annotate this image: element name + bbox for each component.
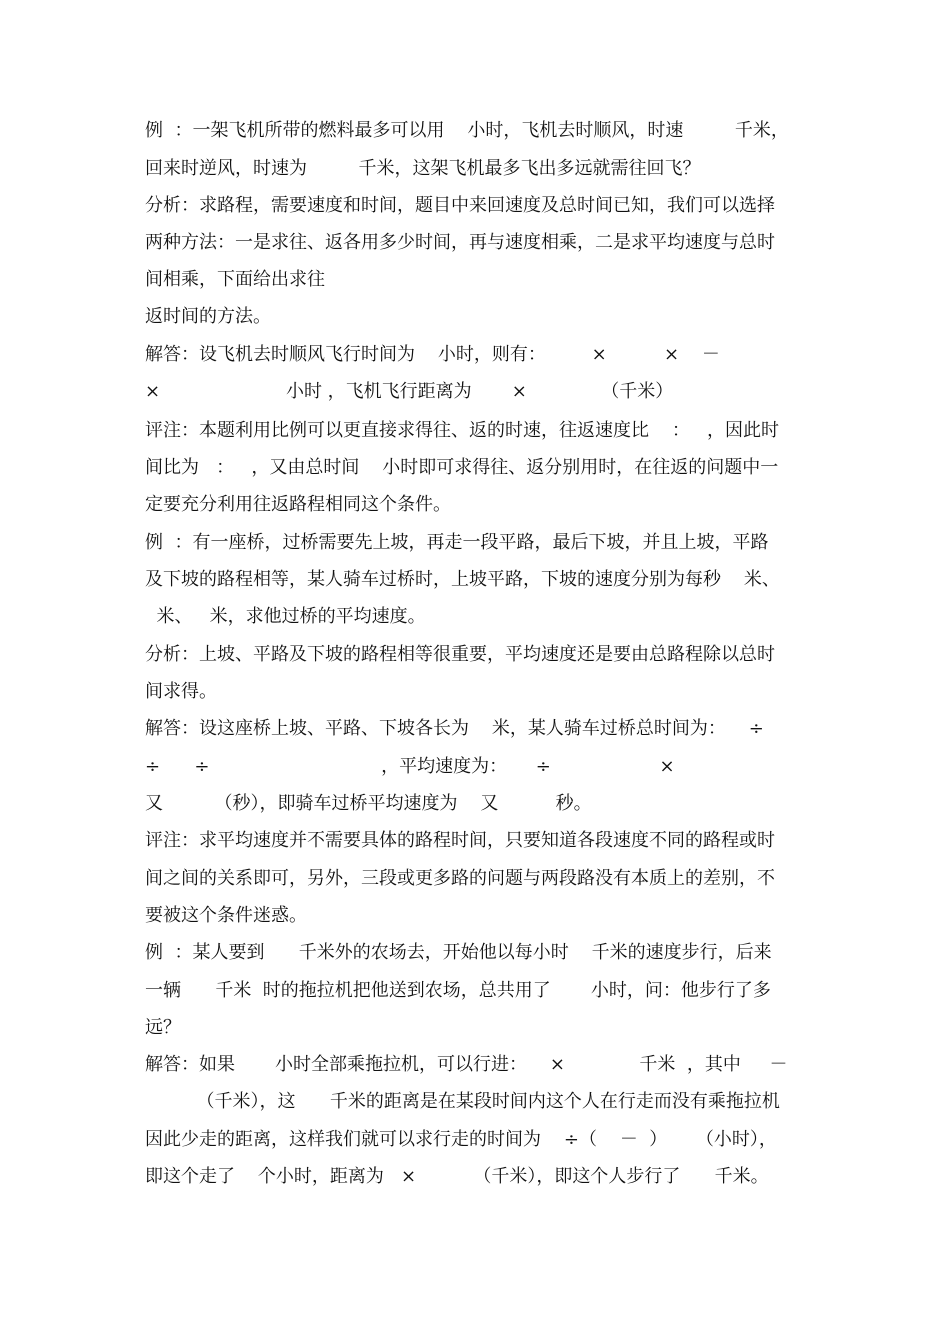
comment-1-line-2: 间比为 ： ，又由总时间 小时即可求得往、返分别用时，在往返的问题中一 (145, 457, 779, 478)
example-2-question-line-2: 及下坡的路程相等，某人骑车过桥时，上坡平路，下坡的速度分别为每秒 米、 (145, 569, 780, 590)
analysis-2-line-1: 分析：上坡、平路及下坡的路程相等很重要，平均速度还是要由总路程除以总时 (145, 644, 775, 665)
solution-2-line-2: ÷ ÷ ，平均速度为： ÷ × (145, 756, 675, 777)
comment-2-line-1: 评注：求平均速度并不需要具体的路程时间，只要知道各段速度不同的路程或时 (145, 830, 775, 851)
solution-1-line-1: 解答：设飞机去时顺风飞行时间为 小时，则有： × × － (145, 344, 720, 365)
solution-3-line-3: 因此少走的距离，这样我们就可以求行走的时间为 ÷（ － ） （小时）， (145, 1129, 777, 1150)
solution-3-line-2: （千米），这 千米的距离是在某段时间内这个人在行走而没有乘拖拉机 (145, 1091, 780, 1112)
analysis-1-line-4: 返时间的方法。 (145, 306, 271, 327)
comment-1-line-1: 评注：本题利用比例可以更直接求得往、返的时速，往返速度比 ： ，因此时 (145, 420, 780, 441)
example-3-question-line-3: 远？ (145, 1017, 181, 1038)
solution-1-line-2: × 小时 ，飞机飞行距离为 × （千米） (145, 381, 674, 402)
comment-2-line-3: 要被这个条件迷惑。 (145, 905, 307, 926)
analysis-1-line-2: 两种方法：一是求往、返各用多少时间，再与速度相乘，二是求平均速度与总时 (145, 232, 775, 253)
example-2-question-line-3: 米、 米，求他过桥的平均速度。 (145, 606, 426, 627)
example-1-question-line-2: 回来时逆风，时速为 千米，这架飞机最多飞出多远就需往回飞？ (145, 158, 701, 179)
analysis-1-line-3: 间相乘，下面给出求往 (145, 269, 325, 290)
analysis-2-line-2: 间求得。 (145, 681, 217, 702)
example-1-question-line-1: 例 ：一架飞机所带的燃料最多可以用 小时，飞机去时顺风，时速 千米， (145, 120, 789, 141)
solution-2-line-3: 又 （秒），即骑车过桥平均速度为 又 秒。 (145, 793, 592, 814)
solution-2-line-1: 解答：设这座桥上坡、平路、下坡各长为 米，某人骑车过桥总时间为： ÷ (145, 718, 764, 739)
solution-3-line-4: 即这个走了 个小时，距离为 × （千米），即这个人步行了 千米。 (145, 1166, 769, 1187)
example-3-question-line-1: 例 ：某人要到 千米外的农场去，开始他以每小时 千米的速度步行，后来 (145, 942, 772, 963)
example-2-question-line-1: 例 ：有一座桥，过桥需要先上坡，再走一段平路，最后下坡，并且上坡，平路 (145, 532, 769, 553)
comment-2-line-2: 间之间的关系即可，另外，三段或更多路的问题与两段路没有本质上的差别，不 (145, 868, 775, 889)
example-3-question-line-2: 一辆 千米 时的拖拉机把他送到农场，总共用了 小时，问：他步行了多 (145, 980, 771, 1001)
solution-3-line-1: 解答：如果 小时全部乘拖拉机，可以行进： × 千米 ，其中 － (145, 1054, 788, 1075)
comment-1-line-3: 定要充分利用往返路程相同这个条件。 (145, 494, 451, 515)
analysis-1-line-1: 分析：求路程，需要速度和时间，题目中来回速度及总时间已知，我们可以选择 (145, 195, 775, 216)
